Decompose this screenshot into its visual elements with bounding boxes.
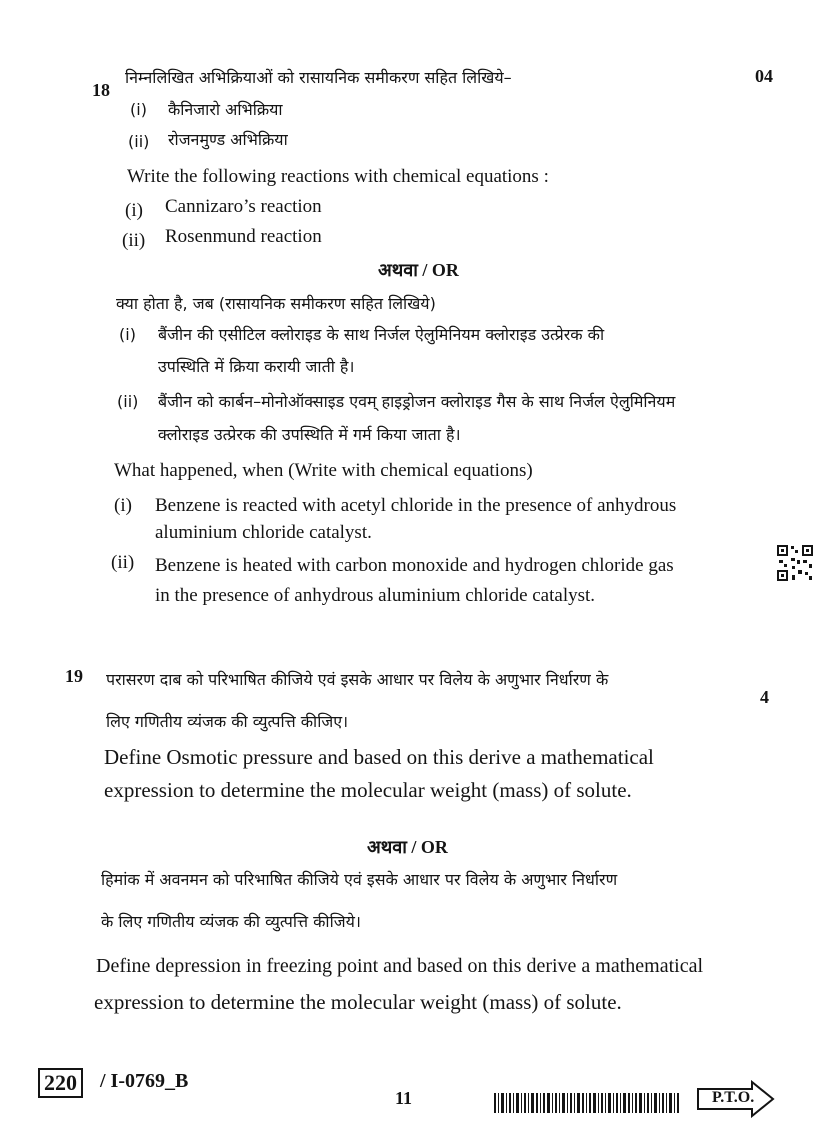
hindi-item: कैनिजारो अभिक्रिया (168, 100, 283, 119)
english-item: Rosenmund reaction (165, 226, 322, 247)
hindi-instruction: क्या होता है, जब (रासायनिक समीकरण सहित लिखिये) (116, 294, 436, 313)
hindi-question: हिमांक में अवनमन को परिभाषित कीजिये एवं इसके आधार पर विलेय के अणुभार निर्धारण (101, 870, 618, 889)
qr-code-icon (776, 544, 814, 582)
hindi-question: परासरण दाब को परिभाषित कीजिये एवं इसके आधार पर विलेय के अणुभार निर्धारण के (106, 670, 609, 689)
item-label: (i) (125, 200, 143, 221)
marks: 04 (755, 66, 773, 86)
hindi-item: रोजनमुण्ड अभिक्रिया (168, 130, 288, 149)
item-label: (i) (119, 325, 136, 344)
or-heading: अथवा / OR (378, 260, 459, 280)
english-item: Benzene is heated with carbon monoxide and hydrogen chloride gas (155, 555, 674, 576)
item-label: (ii) (128, 132, 150, 151)
item-label: (ii) (111, 552, 135, 573)
english-instruction: Write the following reactions with chemical equations : (127, 166, 549, 187)
hindi-question: लिए गणितीय व्यंजक की व्युत्पत्ति कीजिए। (106, 712, 349, 731)
hindi-item: क्लोराइड उत्प्रेरक की उपस्थिति में गर्म किया जाता है। (158, 425, 461, 444)
hindi-item: बैंजीन की एसीटिल क्लोराइड के साथ निर्जल ऐलुमिनियम क्लोराइड उत्प्रेरक की (158, 325, 605, 344)
item-label: (ii) (117, 392, 139, 411)
english-item: in the presence of anhydrous aluminium chloride catalyst. (155, 585, 596, 606)
item-label: (i) (130, 100, 147, 119)
english-item: Cannizaro’s reaction (165, 196, 322, 217)
hindi-item: बैंजीन को कार्बन–मोनोऑक्साइड एवम् हाइड्रोजन क्लोराइड गैस के साथ निर्जल ऐलुमिनियम (158, 392, 676, 411)
barcode-icon (494, 1093, 680, 1113)
english-instruction: What happened, when (Write with chemical equations) (114, 460, 533, 481)
english-question: Define Osmotic pressure and based on this derive a mathematical (104, 745, 654, 769)
item-label: (ii) (122, 230, 146, 251)
english-item: aluminium chloride catalyst. (155, 522, 372, 543)
item-label: (i) (114, 495, 132, 516)
english-question: Define depression in freezing point and based on this derive a mathematical (96, 955, 704, 977)
question-number: 18 (92, 80, 110, 100)
english-item: Benzene is reacted with acetyl chloride in the presence of anhydrous (155, 495, 677, 516)
paper-code: / I-0769_B (100, 1070, 189, 1092)
hindi-item: उपस्थिति में क्रिया करायी जाती है। (158, 357, 355, 376)
english-question: expression to determine the molecular weight (mass) of solute. (94, 990, 622, 1014)
question-number: 19 (65, 666, 83, 686)
hindi-question: के लिए गणितीय व्यंजक की व्युत्पत्ति कीजिये। (101, 912, 361, 931)
english-question: expression to determine the molecular weight (mass) of solute. (104, 778, 632, 802)
paper-code-box: 220 (38, 1068, 83, 1098)
or-heading: अथवा / OR (367, 837, 448, 857)
pto-label: P.T.O. (712, 1089, 755, 1106)
page-number: 11 (395, 1088, 413, 1108)
hindi-instruction: निम्नलिखित अभिक्रियाओं को रासायनिक समीकरण सहित लिखिये– (125, 68, 512, 87)
marks: 4 (760, 687, 769, 707)
